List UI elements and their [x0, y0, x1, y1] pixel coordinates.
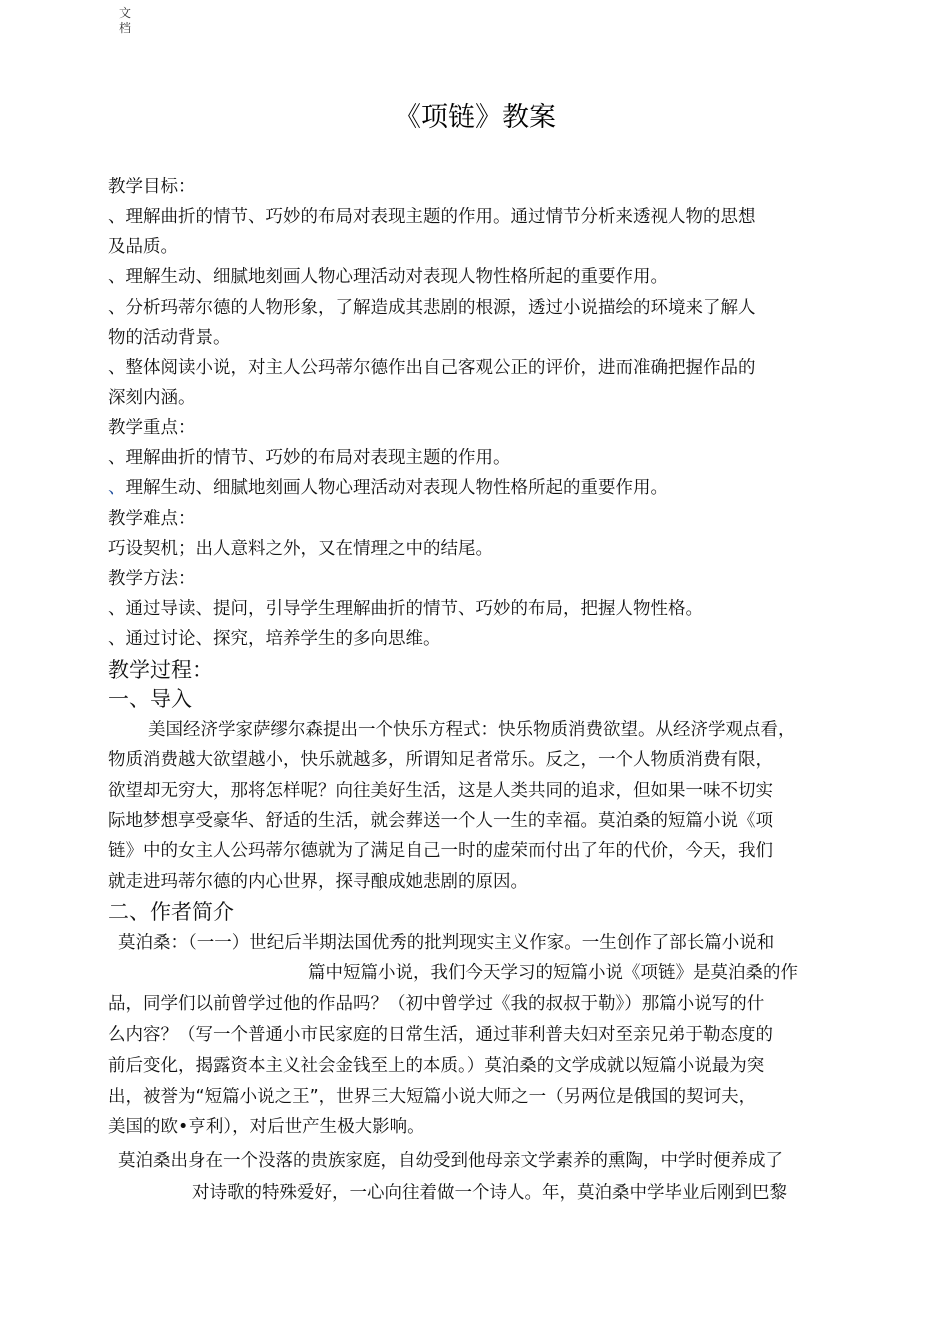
- method-bullet-1: 、: [108, 599, 126, 619]
- keypoint-item-1: [108, 443, 848, 473]
- goal-item-3: [108, 293, 848, 323]
- goal-bullet-2: 、: [108, 267, 126, 287]
- goal-item-1-cont: 及品质。: [108, 237, 178, 257]
- author-line-5: 前后变化，揭露资本主义社会金钱至上的本质。）莫泊桑的文学成就以短篇小说最为突: [108, 1056, 765, 1076]
- author-line-2: 篇中短篇小说，我们今天学习的短篇小说《项链》是莫泊桑的作: [308, 963, 798, 983]
- goal-item-1: [108, 202, 848, 232]
- author-line-4: 么内容？（写一个普通小市民家庭的日常生活，通过菲利普夫妇对至亲兄弟于勒态度的: [108, 1025, 773, 1045]
- keypoint-text-1: 理解曲折的情节、巧妙的布局对表现主题的作用。: [125, 448, 511, 468]
- method-bullet-2: 、: [108, 629, 126, 649]
- intro-line-3: 欲望却无穷大，那将怎样呢？向往美好生活，这是人类共同的追求，但如果一味不切实: [108, 781, 773, 801]
- author-line-1: 莫泊桑：（一一）世纪后半期法国优秀的批判现实主义作家。一生创作了部长篇小说和: [118, 933, 775, 953]
- intro-line-6: 就走进玛蒂尔德的内心世界，探寻酿成她悲剧的原因。: [108, 872, 528, 892]
- goals-heading: 教学目标：: [108, 177, 196, 197]
- intro-line-4: 际地梦想享受豪华、舒适的生活，就会葬送一个人一生的幸福。莫泊桑的短篇小说《项: [108, 811, 773, 831]
- goal-bullet-1: 、: [108, 207, 126, 227]
- goal-text-1: 理解曲折的情节、巧妙的布局对表现主题的作用。通过情节分析来透视人物的思想: [125, 207, 756, 227]
- author-line-8: 莫泊桑出身在一个没落的贵族家庭，自幼受到他母亲文学素养的熏陶，中学时便养成了: [118, 1151, 783, 1171]
- author-heading: 二、作者简介: [108, 900, 234, 924]
- method-text-2: 通过讨论、探究，培养学生的多向思维。: [125, 629, 441, 649]
- goal-bullet-4: 、: [108, 358, 126, 378]
- difficulty-heading: 教学难点：: [108, 509, 196, 529]
- goal-text-3: 分析玛蒂尔德的人物形象，了解造成其悲剧的根源，透过小说描绘的环境来了解人: [125, 298, 756, 318]
- document-tag: 文档: [119, 6, 132, 35]
- goal-text-2: 理解生动、细腻地刻画人物心理活动对表现人物性格所起的重要作用。: [125, 267, 668, 287]
- goal-item-4-cont: 深刻内涵。: [108, 388, 196, 408]
- method-text-1: 通过导读、提问，引导学生理解曲折的情节、巧妙的布局，把握人物性格。: [125, 599, 703, 619]
- intro-line-2: 物质消费越大欲望越小，快乐就越多，所谓知足者常乐。反之，一个人物质消费有限，: [108, 750, 773, 770]
- process-heading: 教学过程：: [108, 658, 213, 682]
- intro-heading: 一、导入: [108, 687, 192, 711]
- author-line-9: 对诗歌的特殊爱好，一心向往着做一个诗人。年，莫泊桑中学毕业后刚到巴黎: [192, 1183, 787, 1203]
- goal-text-4: 整体阅读小说，对主人公玛蒂尔德作出自己客观公正的评价，进而准确把握作品的: [125, 358, 756, 378]
- keypoint-text-2: 理解生动、细腻地刻画人物心理活动对表现人物性格所起的重要作用。: [125, 478, 668, 498]
- goal-bullet-3: 、: [108, 298, 126, 318]
- difficulty-text: 巧设契机；出人意料之外，又在情理之中的结尾。: [108, 539, 493, 559]
- intro-line-5: 链》中的女主人公玛蒂尔德就为了满足自己一时的虚荣而付出了年的代价，今天，我们: [108, 841, 773, 861]
- author-line-6: 出，被誉为“短篇小说之王”，世界三大短篇小说大师之一（另两位是俄国的契诃夫，: [108, 1087, 757, 1107]
- intro-line-1: 美国经济学家萨缪尔森提出一个快乐方程式：快乐物质消费欲望。从经济学观点看，: [148, 720, 796, 740]
- methods-heading: 教学方法：: [108, 569, 196, 589]
- goal-item-3-cont: 物的活动背景。: [108, 328, 231, 348]
- keypoint-item-2: [108, 473, 848, 503]
- goal-item-2: [108, 262, 848, 292]
- author-line-3: 品，同学们以前曾学过他的作品吗？（初中曾学过《我的叔叔于勒》）那篇小说写的什: [108, 994, 765, 1014]
- goal-item-4: [108, 353, 848, 383]
- page-title: 《项链》教案: [394, 102, 556, 133]
- method-item-2: [108, 624, 848, 654]
- author-line-7: 美国的欧•亨利），对后世产生极大影响。: [108, 1117, 425, 1137]
- keypoints-heading: 教学重点：: [108, 418, 196, 438]
- method-item-1: [108, 594, 848, 624]
- keypoint-bullet-2: 、: [108, 478, 126, 498]
- keypoint-bullet-1: 、: [108, 448, 126, 468]
